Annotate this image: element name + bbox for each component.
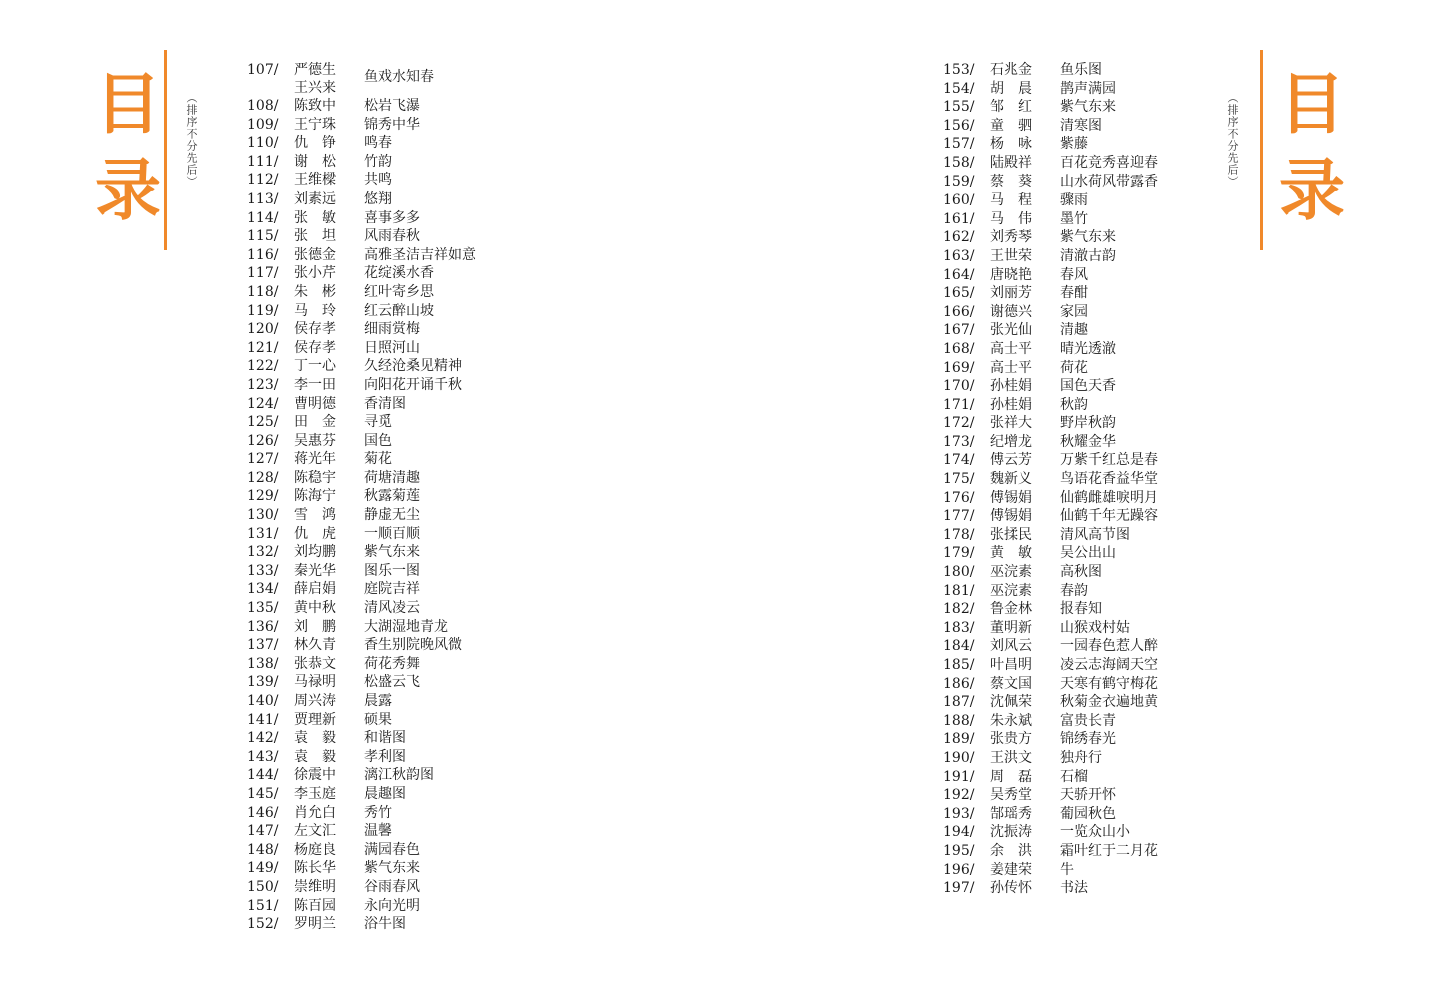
entry-number: 182/ [943,601,975,618]
entry-title: 荷花 [1060,359,1088,376]
entry-title: 日照河山 [364,339,420,356]
entry-title: 香清图 [364,395,406,412]
entry-artist: 朱 彬 [294,283,336,300]
entry-artist: 王洪文 [990,749,1032,766]
entry-title: 石榴 [1060,768,1088,785]
entry-title: 吴公出山 [1060,545,1116,562]
entry-number: 167/ [943,322,975,339]
entry-title: 大湖湿地青龙 [364,618,448,635]
entry-artist: 马 伟 [990,210,1032,227]
entry-number: 166/ [943,303,975,320]
entry-artist: 仇 铮 [294,135,336,152]
entry-number: 114/ [247,209,279,226]
entry-title: 松盛云飞 [364,674,420,691]
entry-number: 121/ [247,339,279,356]
entry-artist: 侯存孝 [294,339,336,356]
entry-number: 171/ [943,396,975,413]
entry-title: 春韵 [1060,582,1088,599]
entry-artist: 侯存孝 [294,321,336,338]
title-divider [1260,50,1263,250]
entry-number: 187/ [943,694,975,711]
entry-artist: 严德生 王兴来 [294,62,336,96]
entry-artist: 马禄明 [294,674,336,691]
entry-number: 132/ [247,544,279,561]
entry-title: 孝利图 [364,748,406,765]
entry-artist: 杨庭良 [294,841,336,858]
entry-number: 150/ [247,878,279,895]
entry-number: 169/ [943,359,975,376]
entry-number: 139/ [247,674,279,691]
entry-artist: 黄 敏 [990,545,1032,562]
entry-number: 127/ [247,451,279,468]
entry-artist: 马 玲 [294,302,336,319]
entry-number: 152/ [247,916,279,933]
entry-artist: 鲁金林 [990,601,1032,618]
entry-number: 185/ [943,657,975,673]
entry-title: 清寒图 [1060,117,1102,134]
entry-artist: 魏新义 [990,471,1032,488]
entry-title: 家园 [1060,303,1088,320]
entry-artist: 周兴涛 [294,693,336,709]
toc-title [88,62,168,234]
entry-title: 温馨 [364,823,392,840]
entry-title: 硕果 [364,711,392,728]
entry-title: 鱼戏水知春 [364,69,434,85]
entry-title: 独舟行 [1060,749,1102,766]
toc-title-char-2: 录 [1279,152,1345,229]
entry-artist: 罗明兰 [294,916,336,933]
entry-title: 庭院吉祥 [364,581,420,598]
entry-title: 仙鹤雌雄唳明月 [1060,489,1158,506]
entry-title: 凌云志海阔天空 [1060,657,1158,673]
entry-artist: 田 金 [294,414,336,431]
entry-title: 紫藤 [1060,136,1088,153]
entry-title: 悠翔 [364,190,392,207]
entry-number: 164/ [943,266,975,283]
entry-artist: 孙传怀 [990,880,1032,897]
entry-number: 143/ [247,748,279,765]
entry-title: 天寒有鹤守梅花 [1060,675,1158,692]
entry-number: 189/ [943,731,975,748]
entry-artist: 纪增龙 [990,433,1032,450]
entry-number: 196/ [943,861,975,878]
entry-title: 清风高节图 [1060,526,1130,543]
entry-number: 122/ [247,358,279,375]
entry-artist: 王世荣 [990,247,1032,264]
entry-artist: 刘 鹏 [294,618,336,635]
entry-title: 永向光明 [364,897,420,914]
entry-artist: 雪 鸿 [294,507,336,524]
entry-number: 192/ [943,787,975,804]
entry-title: 富贵长青 [1060,712,1116,729]
entry-title: 向阳花开诵千秋 [364,376,462,393]
entry-number: 145/ [247,785,279,802]
entry-artist: 傅云芳 [990,452,1032,469]
entry-artist: 余 洪 [990,842,1032,859]
entry-title: 葡园秋色 [1060,805,1116,822]
entry-number: 125/ [247,414,279,431]
entry-title: 鸣春 [364,135,392,152]
entry-number: 195/ [943,842,975,859]
entry-artist: 张贵方 [990,731,1032,748]
entry-artist: 沈振涛 [990,824,1032,841]
entry-number: 144/ [247,767,279,784]
entry-artist: 谢德兴 [990,303,1032,320]
entry-title: 锦绣春光 [1060,731,1116,748]
entry-number: 136/ [247,618,279,635]
entry-title: 荷塘清趣 [364,469,420,486]
entry-artist: 邹 红 [990,99,1032,116]
entry-artist: 陈稳宇 [294,469,336,486]
entry-title: 久经沧桑见精神 [364,358,462,375]
entry-artist: 崇维明 [294,878,336,895]
entry-title: 高雅圣洁吉祥如意 [364,246,476,263]
entry-artist: 袁 毅 [294,748,336,765]
entry-title: 竹韵 [364,153,392,170]
entry-title: 清澈古韵 [1060,247,1116,264]
entry-artist: 黄中秋 [294,600,336,617]
entry-number: 112/ [247,172,279,189]
entry-number: 140/ [247,693,279,709]
entry-number: 172/ [943,415,975,432]
entry-title: 国色天香 [1060,378,1116,395]
entry-title: 秋露菊莲 [364,488,420,505]
entry-title: 一览众山小 [1060,824,1130,841]
entry-artist: 张小芹 [294,265,336,282]
entry-artist: 马 程 [990,192,1032,209]
entry-title: 秋耀金华 [1060,433,1116,450]
entry-artist: 石兆金 [990,62,1032,78]
entry-number: 186/ [943,675,975,692]
entry-title: 书法 [1060,880,1088,897]
toc-title-char-2: 录 [95,152,161,229]
entry-number: 177/ [943,508,975,525]
entry-title: 紫气东来 [364,544,420,561]
entry-number: 124/ [247,395,279,412]
entry-artist: 刘秀琴 [990,229,1032,246]
entry-artist: 张恭文 [294,655,336,672]
entry-title: 高秋图 [1060,564,1102,581]
entry-artist: 林久青 [294,637,336,654]
entry-number: 193/ [943,805,975,822]
entry-number: 142/ [247,730,279,747]
entry-title: 鱼乐图 [1060,62,1102,78]
entry-artist: 沈佩荣 [990,694,1032,711]
entry-number: 159/ [943,173,975,190]
entry-title: 满园春色 [364,841,420,858]
entry-number: 154/ [943,80,975,97]
entry-number: 188/ [943,712,975,729]
entry-number: 194/ [943,824,975,841]
entry-title: 牛 [1060,861,1074,878]
entry-artist: 肖允白 [294,804,336,821]
entry-number: 148/ [247,841,279,858]
entry-number: 179/ [943,545,975,562]
entry-number: 116/ [247,246,279,263]
entry-number: 170/ [943,378,975,395]
entry-title: 漓江秋韵图 [364,767,434,784]
entry-artist: 巫浣素 [990,564,1032,581]
entry-title: 寻觅 [364,414,392,431]
entry-title: 仙鹤千年无躁容 [1060,508,1158,525]
entry-artist: 薛启娟 [294,581,336,598]
entry-title: 喜事多多 [364,209,420,226]
entry-artist: 孙桂娟 [990,396,1032,413]
toc-title-char-1: 目 [1279,66,1345,143]
entry-number: 183/ [943,619,975,636]
entry-number: 184/ [943,638,975,655]
entry-artist: 董明新 [990,619,1032,636]
entry-number: 129/ [247,488,279,505]
entry-number: 120/ [247,321,279,338]
entry-number: 146/ [247,804,279,821]
entry-artist: 高士平 [990,359,1032,376]
entry-title: 秀竹 [364,804,392,821]
entry-title: 锦秀中华 [364,116,420,133]
entry-number: 128/ [247,469,279,486]
entry-artist: 丁一心 [294,358,336,375]
entry-number: 130/ [247,507,279,524]
entry-artist: 周 磊 [990,768,1032,785]
entry-number: 157/ [943,136,975,153]
entry-artist: 刘均鹏 [294,544,336,561]
entry-title: 报春知 [1060,601,1102,618]
entry-title: 国色 [364,432,392,449]
entry-number: 165/ [943,285,975,302]
entry-number: 134/ [247,581,279,598]
entry-title: 紫气东来 [364,860,420,877]
entry-artist: 秦光华 [294,562,336,579]
entry-title: 红叶寄乡思 [364,283,434,300]
entry-title: 清趣 [1060,322,1088,339]
entry-artist: 陆殿祥 [990,154,1032,171]
entry-artist: 吴惠芬 [294,432,336,449]
entry-number: 110/ [247,135,279,152]
entry-artist: 王宁珠 [294,116,336,133]
toc-title-char-1: 目 [95,66,161,143]
entry-title: 细雨赏梅 [364,321,420,338]
entry-artist: 蔡文国 [990,675,1032,692]
entry-artist: 胡 晨 [990,80,1032,97]
sort-note: （排序不分先后） [1226,92,1239,188]
entry-number: 113/ [247,190,279,207]
entry-title: 清风凌云 [364,600,420,617]
entry-number: 168/ [943,340,975,357]
entry-artist: 刘素远 [294,190,336,207]
entry-title: 秋菊金衣遍地黄 [1060,694,1158,711]
entry-artist: 傅锡娟 [990,508,1032,525]
entry-artist: 左文汇 [294,823,336,840]
entry-title: 风雨春秋 [364,228,420,245]
entry-artist: 唐晓艳 [990,266,1032,283]
entry-title: 晨露 [364,693,392,709]
entry-artist: 陈长华 [294,860,336,877]
entry-number: 174/ [943,452,975,469]
entry-number: 180/ [943,564,975,581]
entry-number: 178/ [943,526,975,543]
entry-artist: 张揉民 [990,526,1032,543]
entry-artist: 李一田 [294,376,336,393]
entry-number: 155/ [943,99,975,116]
entry-number: 181/ [943,582,975,599]
entry-artist: 高士平 [990,340,1032,357]
entry-artist: 仇 虎 [294,525,336,542]
entry-title: 万紫千红总是春 [1060,452,1158,469]
entry-number: 141/ [247,711,279,728]
entry-artist: 刘风云 [990,638,1032,655]
entry-number: 191/ [943,768,975,785]
entry-title: 共鸣 [364,172,392,189]
entry-number: 131/ [247,525,279,542]
entry-artist: 曹明德 [294,395,336,412]
entry-number: 149/ [247,860,279,877]
entry-number: 163/ [943,247,975,264]
entry-number: 161/ [943,210,975,227]
entry-title: 香生别院晚风微 [364,637,462,654]
entry-title: 紫气东来 [1060,229,1116,246]
entry-artist: 陈百园 [294,897,336,914]
entry-title: 墨竹 [1060,210,1088,227]
entry-artist: 叶昌明 [990,657,1032,673]
entry-title: 春酣 [1060,285,1088,302]
entry-title: 春风 [1060,266,1088,283]
entry-number: 118/ [247,283,279,300]
entry-number: 151/ [247,897,279,914]
entry-title: 鸟语花香益华堂 [1060,471,1158,488]
entry-artist: 童 驷 [990,117,1032,134]
entry-number: 173/ [943,433,975,450]
entry-number: 115/ [247,228,279,245]
sort-note: （排序不分先后） [185,92,198,188]
entry-title: 花绽溪水香 [364,265,434,282]
entry-number: 147/ [247,823,279,840]
entry-number: 160/ [943,192,975,209]
entry-number: 153/ [943,62,975,78]
entry-artist: 贾理新 [294,711,336,728]
entry-number: 175/ [943,471,975,488]
entry-number: 162/ [943,229,975,246]
entry-artist: 朱永斌 [990,712,1032,729]
entry-artist: 吴秀堂 [990,787,1032,804]
entry-title: 紫气东来 [1060,99,1116,116]
entry-number: 119/ [247,302,279,319]
entry-artist: 张光仙 [990,322,1032,339]
entry-title: 谷雨春风 [364,878,420,895]
entry-title: 一园春色惹人醉 [1060,638,1158,655]
entry-title: 晨趣图 [364,785,406,802]
entry-title: 浴牛图 [364,916,406,933]
entry-artist: 张德金 [294,246,336,263]
entry-artist: 巫浣素 [990,582,1032,599]
entry-title: 野岸秋韵 [1060,415,1116,432]
entry-title: 荷花秀舞 [364,655,420,672]
entry-artist: 郜瑶秀 [990,805,1032,822]
entry-artist: 谢 松 [294,153,336,170]
entry-title: 霜叶红于二月花 [1060,842,1158,859]
entry-number: 133/ [247,562,279,579]
entry-artist: 张 坦 [294,228,336,245]
entry-number: 176/ [943,489,975,506]
title-divider [164,50,167,250]
entry-artist: 姜建荣 [990,861,1032,878]
entry-title: 松岩飞瀑 [364,98,420,114]
entry-artist: 张 敏 [294,209,336,226]
entry-number: 190/ [943,749,975,766]
entry-title: 百花竞秀喜迎春 [1060,154,1158,171]
entry-number: 126/ [247,432,279,449]
entry-artist: 陈致中 [294,98,336,114]
entry-artist: 刘丽芳 [990,285,1032,302]
entry-title: 红云醉山坡 [364,302,434,319]
entry-number: 117/ [247,265,279,282]
entry-title: 天骄开怀 [1060,787,1116,804]
toc-title [1272,62,1352,234]
entry-number: 123/ [247,376,279,393]
entry-number: 156/ [943,117,975,134]
entry-number: 197/ [943,880,975,897]
entry-artist: 孙桂娟 [990,378,1032,395]
entry-title: 山猴戏村姑 [1060,619,1130,636]
entry-artist: 张祥大 [990,415,1032,432]
entry-number: 109/ [247,116,279,133]
entry-title: 静虚无尘 [364,507,420,524]
entry-artist: 袁 毅 [294,730,336,747]
entry-artist: 蒋光年 [294,451,336,468]
entry-title: 晴光透澈 [1060,340,1116,357]
entry-title: 一顺百顺 [364,525,420,542]
entry-title: 和谐图 [364,730,406,747]
entry-title: 山水荷风带露香 [1060,173,1158,190]
entry-artist: 王维樑 [294,172,336,189]
entry-number: 107/ [247,62,279,78]
entry-number: 137/ [247,637,279,654]
entry-number: 108/ [247,98,279,114]
entry-title: 菊花 [364,451,392,468]
entry-artist: 陈海宁 [294,488,336,505]
entry-artist: 徐震中 [294,767,336,784]
entry-artist: 傅锡娟 [990,489,1032,506]
entry-title: 秋韵 [1060,396,1088,413]
entry-number: 138/ [247,655,279,672]
entry-artist: 蔡 葵 [990,173,1032,190]
entry-artist: 杨 咏 [990,136,1032,153]
entry-title: 鹊声满园 [1060,80,1116,97]
entry-title: 图乐一图 [364,562,420,579]
entry-artist: 李玉庭 [294,785,336,802]
entry-number: 135/ [247,600,279,617]
right-page [720,0,1440,984]
entry-number: 158/ [943,154,975,171]
entry-number: 111/ [247,153,279,170]
entry-title: 骤雨 [1060,192,1088,209]
